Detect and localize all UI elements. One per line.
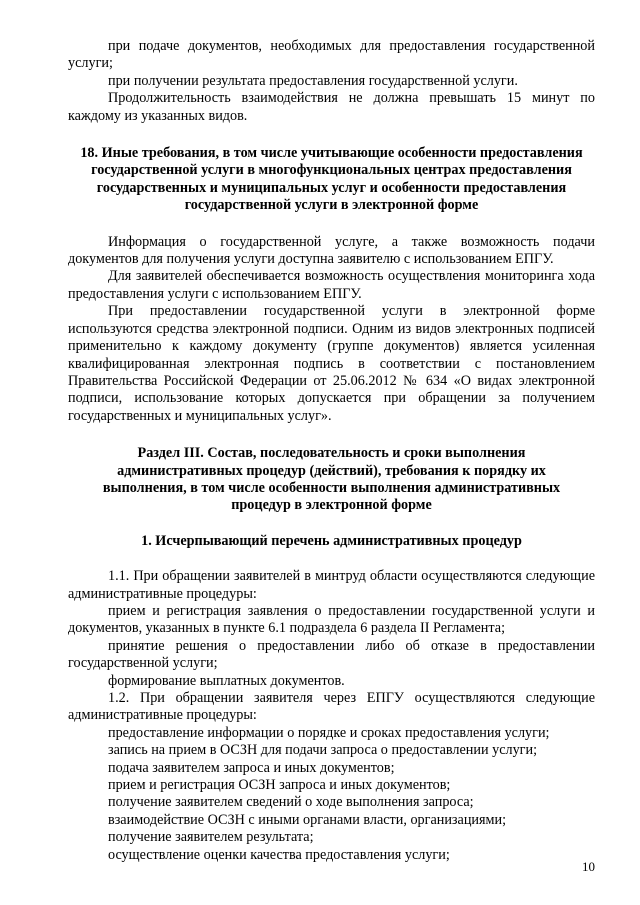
paragraph: Информация о государственной услуге, а также возможность подачи документов для получения услуги доступна заявителю с использованием ЕПГУ. <box>68 233 595 268</box>
list-item: осуществление оценки качества предоставления услуги; <box>108 846 450 863</box>
section-18-heading: 18. Иные требования, в том числе учитывающие особенности предоставления государственной услуги в многофункциональных центрах предоставления государственных и муниципальных услуг и особенности предоставления государственной услуги в электронной форме <box>80 145 583 214</box>
list-item: получение заявителем результата; <box>108 829 314 846</box>
paragraph: 1.2. При обращении заявителя через ЕПГУ осуществляются следующие административные процедуры: <box>68 690 595 724</box>
paragraph: прием и регистрация заявления о предоставлении государственной услуги и документов, указанных в пункте 6.1 подраздела 6 раздела II Регламента; <box>68 602 595 637</box>
list-item: запись на прием в ОСЗН для подачи запроса о предоставлении услуги; <box>108 742 538 759</box>
subsection-1-body <box>68 568 595 864</box>
paragraph: При предоставлении государственной услуги в электронной форме используются средства электронной подписи. Одним из видов электронных подписей применительно к каждому документу (группе документов) является усиленная квалифицированная электронная подпись в соответствии с постановлением Правительства Российской Федерации от 25.06.2012 № 634 «О видах электронной подписи, использование которых допускается при обращении за получением государственных и муниципальных услуг». <box>68 303 595 424</box>
list-item: предоставление информации о порядке и сроках предоставления услуги; <box>108 724 550 741</box>
paragraph: при получении результата предоставления государственной услуги. <box>108 72 518 89</box>
list-item: взаимодействие ОСЗН с иными органами власти, организациями; <box>108 811 507 828</box>
paragraph: Для заявителей обеспечивается возможность осуществления мониторинга хода предоставления услуги с использованием ЕПГУ. <box>68 268 595 302</box>
page-number: 10 <box>582 859 595 874</box>
paragraph: 1.1. При обращении заявителей в минтруд области осуществляются следующие административные процедуры: <box>68 568 595 602</box>
paragraph: принятие решения о предоставлении либо об отказе в предоставлении государственной услуги; <box>68 637 595 672</box>
part-3-heading: Раздел III. Состав, последовательность и сроки выполнения административных процедур (действий), требования к порядку их выполнения, в том числе особенности выполнения административных процедур в электронной форме <box>102 445 561 514</box>
subsection-1-heading: 1. Исчерпывающий перечень административных процедур <box>141 532 522 549</box>
section-18-body <box>68 234 595 425</box>
paragraph: Продолжительность взаимодействия не должна превышать 15 минут по каждому из указанных видов. <box>68 90 595 124</box>
page-content <box>68 38 595 864</box>
intro-block <box>68 38 595 125</box>
list-item: подача заявителем запроса и иных документов; <box>108 759 395 776</box>
list-item: прием и регистрация ОСЗН запроса и иных документов; <box>108 777 451 794</box>
list-item: получение заявителем сведений о ходе выполнения запроса; <box>108 794 474 811</box>
paragraph: при подаче документов, необходимых для предоставления государственной услуги; <box>68 38 595 72</box>
paragraph: формирование выплатных документов. <box>108 672 345 689</box>
